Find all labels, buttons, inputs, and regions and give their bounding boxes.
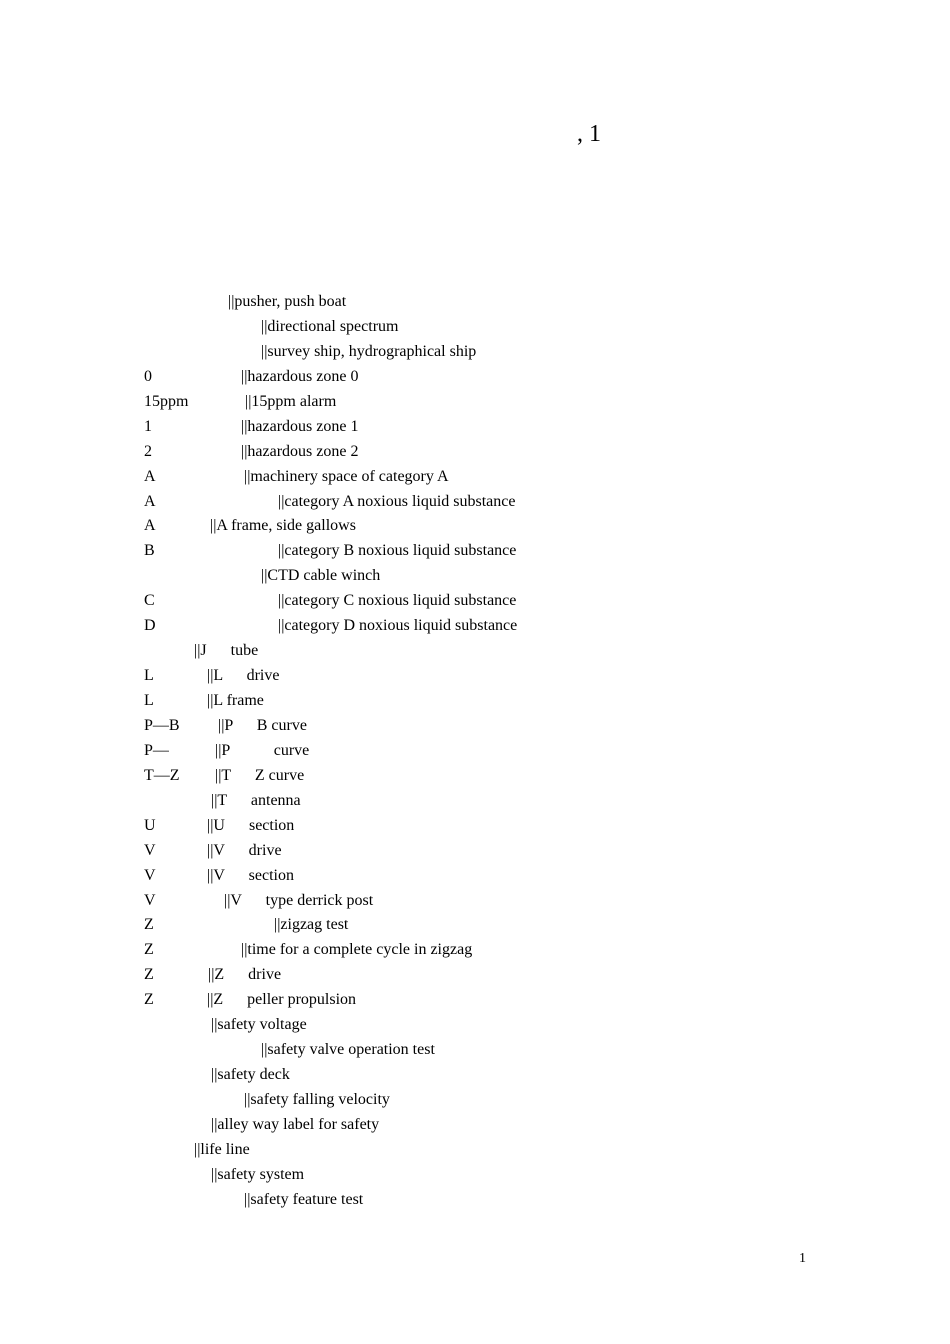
entry-term: ||V type derrick post — [224, 891, 374, 909]
page-number: 1 — [799, 1251, 806, 1266]
glossary-entry — [0, 390, 950, 415]
entry-term: ||safety system — [211, 1165, 305, 1183]
glossary-entry — [0, 889, 950, 914]
glossary-entry — [0, 1138, 950, 1163]
entry-term: ||hazardous zone 1 — [241, 417, 359, 435]
entry-key: V — [144, 866, 156, 884]
entry-key: P—B — [144, 716, 180, 734]
entry-term: ||V drive — [207, 841, 282, 859]
entry-term: ||Z drive — [208, 966, 282, 984]
glossary-entry — [0, 988, 950, 1013]
entry-term: ||Z peller propulsion — [207, 991, 357, 1009]
entry-key: A — [144, 517, 156, 535]
entry-key: Z — [144, 941, 154, 959]
glossary-entry — [0, 664, 950, 689]
glossary-entry — [0, 789, 950, 814]
entry-term: ||T Z curve — [215, 766, 305, 784]
glossary-entry — [0, 440, 950, 465]
entry-term: ||T antenna — [211, 791, 301, 809]
glossary-entry — [0, 1088, 950, 1113]
entry-term: ||zigzag test — [274, 916, 349, 934]
glossary-entry — [0, 290, 950, 315]
glossary-entry — [0, 689, 950, 714]
entry-key: V — [144, 841, 156, 859]
entry-term: ||V section — [207, 866, 294, 884]
entry-term: ||directional spectrum — [261, 317, 399, 335]
entry-term: ||safety voltage — [211, 1016, 307, 1034]
entry-term: ||time for a complete cycle in zigzag — [241, 941, 473, 959]
entry-term: ||safety falling velocity — [244, 1091, 390, 1108]
entry-term: ||P curve — [215, 741, 310, 759]
glossary-entry — [0, 589, 950, 614]
glossary-entry — [0, 1063, 950, 1088]
entry-key: 0 — [144, 367, 152, 385]
glossary-entry — [0, 839, 950, 864]
entry-key: 15ppm — [144, 392, 189, 410]
entry-key: B — [144, 542, 155, 560]
entry-term: ||alley way label for safety — [211, 1115, 380, 1133]
entry-key: A — [144, 492, 156, 510]
glossary-list — [0, 290, 950, 1213]
glossary-entry — [0, 514, 950, 539]
glossary-entry — [0, 739, 950, 764]
glossary-entry — [0, 714, 950, 739]
entry-term: ||A frame, side gallows — [210, 517, 356, 535]
entry-key: P— — [144, 741, 169, 759]
glossary-entry — [0, 465, 950, 490]
entry-term: ||L frame — [207, 692, 264, 709]
entry-term: ||category D noxious liquid substance — [278, 617, 518, 635]
entry-key: U — [144, 816, 156, 834]
entry-key: L — [144, 692, 154, 709]
entry-key: V — [144, 891, 156, 909]
entry-term: ||L drive — [207, 667, 280, 685]
entry-term: ||U section — [207, 816, 295, 834]
entry-term: ||life line — [194, 1140, 250, 1158]
glossary-entry — [0, 1163, 950, 1188]
entry-key: L — [144, 667, 154, 685]
glossary-entry — [0, 1188, 950, 1213]
entry-term: ||category A noxious liquid substance — [278, 492, 516, 510]
glossary-entry — [0, 864, 950, 889]
glossary-entry — [0, 963, 950, 988]
page-header: , 1 — [577, 121, 601, 147]
entry-term: ||hazardous zone 0 — [241, 367, 359, 385]
glossary-entry — [0, 614, 950, 639]
entry-term: ||safety valve operation test — [261, 1041, 435, 1059]
entry-key: 1 — [144, 417, 152, 435]
entry-key: T—Z — [144, 766, 180, 784]
glossary-entry — [0, 814, 950, 839]
entry-term: ||safety feature test — [244, 1190, 364, 1208]
glossary-entry — [0, 1038, 950, 1063]
glossary-entry — [0, 340, 950, 365]
entry-term: ||15ppm alarm — [245, 392, 337, 410]
entry-term: ||hazardous zone 2 — [241, 442, 359, 460]
glossary-entry — [0, 1113, 950, 1138]
entry-term: ||J tube — [194, 642, 259, 660]
glossary-entry — [0, 490, 950, 515]
entry-term: ||safety deck — [211, 1066, 290, 1084]
glossary-entry — [0, 315, 950, 340]
entry-term: ||category C noxious liquid substance — [278, 592, 517, 610]
entry-key: C — [144, 592, 155, 610]
glossary-entry — [0, 415, 950, 440]
glossary-entry — [0, 564, 950, 589]
glossary-entry — [0, 938, 950, 963]
entry-key: 2 — [144, 442, 152, 460]
entry-term: ||category B noxious liquid substance — [278, 542, 517, 560]
glossary-entry — [0, 365, 950, 390]
entry-term: ||survey ship, hydrographical ship — [261, 342, 477, 360]
entry-term: ||CTD cable winch — [261, 567, 381, 585]
glossary-entry — [0, 913, 950, 938]
glossary-entry — [0, 764, 950, 789]
entry-key: D — [144, 617, 156, 635]
glossary-entry — [0, 639, 950, 664]
entry-term: ||P B curve — [218, 716, 307, 734]
entry-term: ||pusher, push boat — [228, 293, 347, 310]
entry-term: ||machinery space of category A — [244, 467, 449, 485]
glossary-entry — [0, 539, 950, 564]
glossary-entry — [0, 1013, 950, 1038]
entry-key: Z — [144, 991, 154, 1009]
entry-key: A — [144, 467, 156, 485]
entry-key: Z — [144, 916, 154, 934]
entry-key: Z — [144, 966, 154, 984]
